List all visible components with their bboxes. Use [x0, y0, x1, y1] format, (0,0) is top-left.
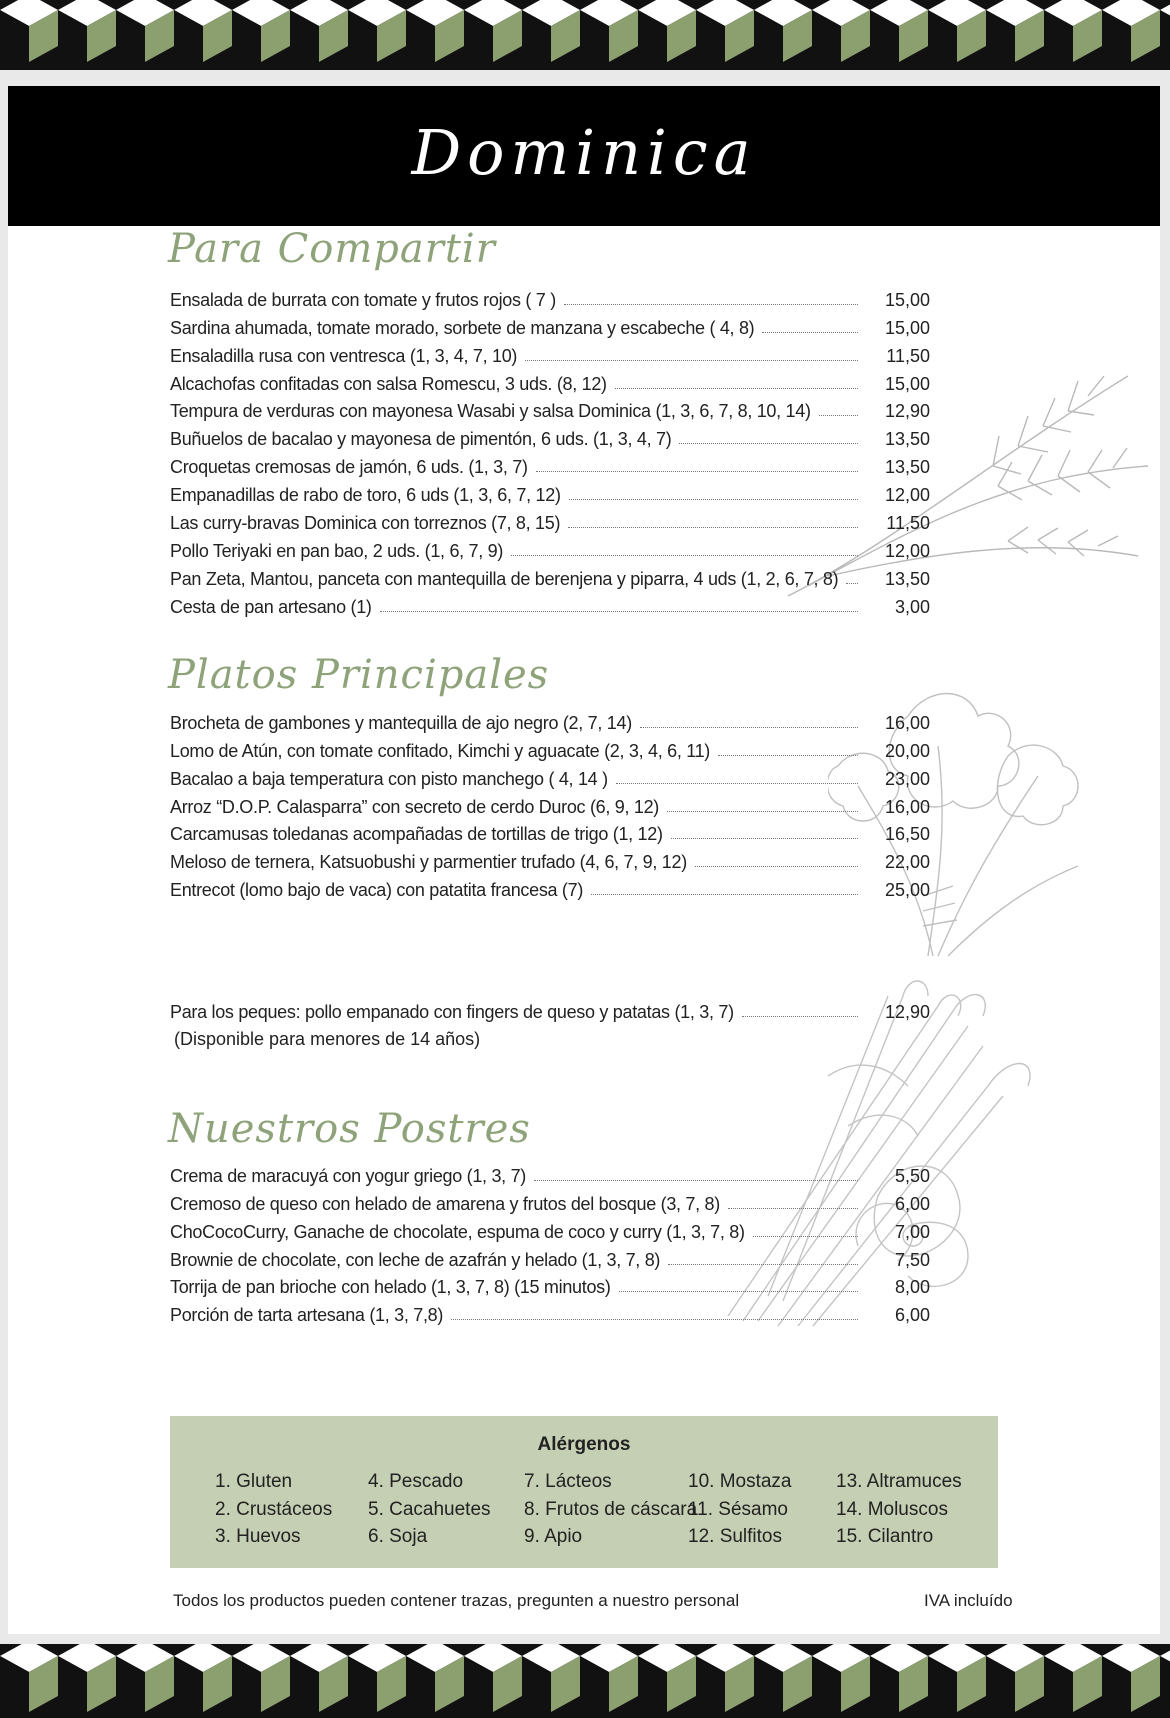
menu-item: [170, 790, 930, 818]
item-name: Ensaladilla rusa con ventresca (1, 3, 4, 7, 10): [170, 345, 518, 366]
menu-item: [170, 995, 930, 1023]
allergen-item: 2. Crustáceos: [215, 1498, 333, 1520]
dot-leader: [762, 332, 858, 333]
item-price: 11,50: [886, 345, 930, 366]
menu-item: [170, 1159, 930, 1187]
item-price: 20,00: [884, 740, 930, 761]
item-name: Empanadillas de rabo de toro, 6 uds (1, 3, 6, 7, 12): [170, 485, 561, 506]
dot-leader: [640, 727, 858, 728]
brand-logo-text: Dominica: [411, 116, 757, 189]
vat-notice: IVA incluído: [924, 1591, 1013, 1610]
top-pattern-border: [0, 0, 1170, 70]
item-price: 11,50: [886, 513, 930, 534]
menu-item: [170, 1243, 930, 1271]
allergen-item: 1. Gluten: [215, 1471, 293, 1492]
allergen-item: 6. Soja: [368, 1526, 428, 1547]
item-price: 5,50: [894, 1165, 930, 1186]
menu-item: [170, 1271, 930, 1299]
allergen-item: 5. Cacahuetes: [368, 1498, 491, 1520]
item-price: 7,50: [894, 1249, 930, 1270]
item-name: Meloso de ternera, Katsuobushi y parmentier trufado (4, 6, 7, 9, 12): [170, 852, 687, 873]
menu-item: [170, 706, 930, 734]
item-name: Entrecot (lomo bajo de vaca) con patatita francesa (7): [170, 880, 584, 901]
menu-item: [170, 422, 930, 450]
dot-leader: [667, 811, 858, 812]
item-price: 12,00: [884, 485, 930, 506]
dot-leader: [753, 1236, 858, 1237]
item-price: 13,50: [884, 457, 930, 478]
dot-leader: [619, 1291, 858, 1292]
allergen-item: 13. Altramuces: [836, 1471, 962, 1492]
allergen-item: 7. Lácteos: [524, 1471, 612, 1492]
item-price: 15,00: [884, 289, 930, 310]
menu-item: [170, 283, 930, 311]
dot-leader: [591, 894, 858, 895]
item-price: 3,00: [894, 596, 930, 617]
item-price: 13,50: [884, 568, 930, 589]
menu-item: [170, 873, 930, 901]
menu-item: [170, 818, 930, 846]
item-name: Alcachofas confitadas con salsa Romescu, 3 uds. (8, 12): [170, 373, 607, 394]
section-title-nuestros-postres: Nuestros Postres: [168, 1106, 531, 1152]
item-name: Brownie de chocolate, con leche de azafrán y helado (1, 3, 7, 8): [170, 1249, 661, 1270]
menu-item: [170, 590, 930, 618]
item-name: Cremoso de queso con helado de amarena y frutos del bosque (3, 7, 8): [170, 1193, 720, 1214]
dot-leader: [846, 583, 858, 584]
item-name: Lomo de Atún, con tomate confitado, Kimchi y aguacate (2, 3, 4, 6, 11): [170, 740, 710, 761]
allergens-box: [170, 1416, 998, 1568]
menu-item: [170, 562, 930, 590]
item-name: ChoCocoCurry, Ganache de chocolate, espuma de coco y curry (1, 3, 7, 8): [170, 1221, 745, 1242]
item-name: Sardina ahumada, tomate morado, sorbete de manzana y escabeche ( 4, 8): [170, 317, 755, 338]
dot-leader: [616, 783, 858, 784]
item-price: 16,00: [884, 712, 930, 733]
dot-leader: [671, 838, 858, 839]
item-name: Para los peques: pollo empanado con fingers de queso y patatas (1, 3, 7): [170, 1001, 734, 1022]
item-name: Pan Zeta, Mantou, panceta con mantequilla de berenjena y piparra, 4 uds (1, 2, 6, 7, 8): [170, 568, 839, 589]
item-name: Torrija de pan brioche con helado (1, 3, 7, 8) (15 minutos): [170, 1277, 611, 1298]
allergen-column-1: [215, 1468, 332, 1551]
allergen-item: 8. Frutos de cáscara: [524, 1498, 698, 1520]
menu-item: [170, 506, 930, 534]
allergen-item: 11. Sésamo: [688, 1498, 788, 1520]
dot-leader: [525, 360, 858, 361]
menu-item: [170, 762, 930, 790]
item-price: 7,00: [894, 1221, 930, 1242]
item-name: Bacalao a baja temperatura con pisto manchego ( 4, 14 ): [170, 768, 608, 789]
menu-list-nuestros-postres: [170, 1159, 930, 1326]
menu-item: [170, 1187, 930, 1215]
item-price: 22,00: [884, 852, 930, 873]
item-name: Brocheta de gambones y mantequilla de ajo negro (2, 7, 14): [170, 712, 632, 733]
item-price: 15,00: [884, 373, 930, 394]
allergen-item: 10. Mostaza: [688, 1471, 792, 1492]
item-price: 23,00: [884, 768, 930, 789]
item-name: Tempura de verduras con mayonesa Wasabi y salsa Dominica (1, 3, 6, 7, 8, 10, 14): [170, 401, 811, 422]
menu-item: [170, 1298, 930, 1326]
allergen-column-5: [836, 1468, 962, 1551]
allergen-item: 12. Sulfitos: [688, 1526, 782, 1547]
item-price: 15,00: [884, 317, 930, 338]
menu-item: [170, 450, 930, 478]
menu-item: [170, 478, 930, 506]
allergen-item: 4. Pescado: [368, 1471, 464, 1492]
menu-item: [170, 845, 930, 873]
allergen-item: 14. Moluscos: [836, 1498, 948, 1520]
menu-item: [170, 311, 930, 339]
item-name: Carcamusas toledanas acompañadas de tortillas de trigo (1, 12): [170, 824, 663, 845]
bottom-pattern-border: [0, 1644, 1170, 1718]
section-title-para-compartir: Para Compartir: [168, 226, 496, 272]
item-name: Ensalada de burrata con tomate y frutos rojos ( 7 ): [170, 289, 556, 310]
kids-menu-item: [170, 995, 930, 1023]
item-price: 25,00: [884, 880, 930, 901]
dot-leader: [695, 866, 858, 867]
allergens-title: Alérgenos: [537, 1434, 631, 1455]
item-price: 16,50: [884, 824, 930, 845]
dot-leader: [569, 499, 858, 500]
dot-leader: [564, 304, 858, 305]
item-price: 12,00: [884, 540, 930, 561]
item-price: 6,00: [894, 1193, 930, 1214]
menu-item: [170, 367, 930, 395]
item-name: Croquetas cremosas de jamón, 6 uds. (1, 3, 7): [170, 457, 528, 478]
menu-item: [170, 395, 930, 423]
dot-leader: [668, 1264, 858, 1265]
dot-leader: [742, 1016, 858, 1017]
item-price: 8,00: [894, 1277, 930, 1298]
dot-leader: [536, 471, 858, 472]
menu-page: [8, 86, 1160, 1634]
item-name: Cesta de pan artesano (1): [170, 596, 372, 617]
dot-leader: [380, 611, 858, 612]
item-name: Buñuelos de bacalao y mayonesa de pimentón, 6 uds. (1, 3, 4, 7): [170, 429, 672, 450]
traces-notice: Todos los productos pueden contener trazas, pregunten a nuestro personal: [173, 1591, 740, 1610]
allergen-column-2: [368, 1468, 491, 1551]
allergen-item: 15. Cilantro: [836, 1526, 934, 1547]
menu-item: [170, 339, 930, 367]
item-name: Porción de tarta artesana (1, 3, 7,8): [170, 1305, 444, 1326]
menu-item: [170, 734, 930, 762]
section-title-platos-principales: Platos Principales: [168, 652, 550, 698]
dot-leader: [451, 1319, 858, 1320]
menu-list-platos-principales: [170, 706, 930, 901]
dot-leader: [819, 415, 858, 416]
menu-item: [170, 1215, 930, 1243]
item-price: 13,50: [884, 429, 930, 450]
allergen-column-4: [688, 1468, 792, 1551]
kids-menu-note: (Disponible para menores de 14 años): [174, 1029, 481, 1049]
dot-leader: [511, 555, 858, 556]
allergen-item: 3. Huevos: [215, 1526, 301, 1547]
dot-leader: [568, 527, 858, 528]
dot-leader: [728, 1208, 858, 1209]
dot-leader: [534, 1180, 858, 1181]
item-name: Las curry-bravas Dominica con torreznos (7, 8, 15): [170, 513, 561, 534]
item-name: Crema de maracuyá con yogur griego (1, 3, 7): [170, 1165, 526, 1186]
allergen-item: 9. Apio: [524, 1526, 583, 1547]
item-name: Arroz “D.O.P. Calasparra” con secreto de cerdo Duroc (6, 9, 12): [170, 796, 659, 817]
dot-leader: [718, 755, 858, 756]
allergen-column-3: [524, 1468, 697, 1551]
dot-leader: [615, 388, 858, 389]
item-price: 6,00: [894, 1305, 930, 1326]
item-price: 12,90: [884, 401, 930, 422]
header-band: [8, 86, 1160, 226]
menu-list-para-compartir: [170, 283, 930, 618]
menu-item: [170, 534, 930, 562]
item-price: 12,90: [884, 1001, 930, 1022]
item-price: 16,00: [884, 796, 930, 817]
item-name: Pollo Teriyaki en pan bao, 2 uds. (1, 6, 7, 9): [170, 540, 504, 561]
dot-leader: [679, 443, 858, 444]
